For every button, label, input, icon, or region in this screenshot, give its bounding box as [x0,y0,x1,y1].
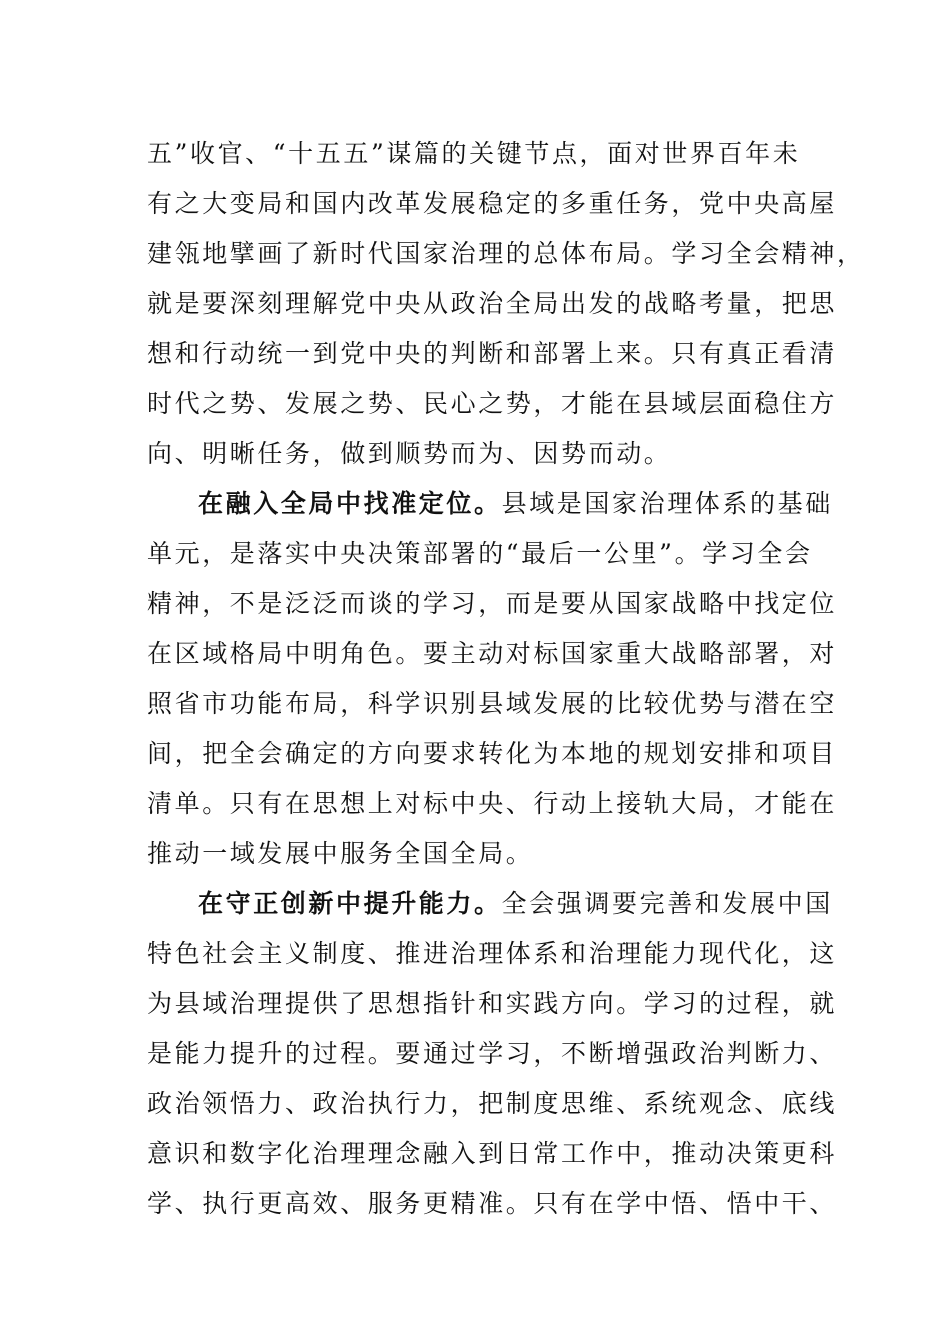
paragraph-2-line: 在区域格局中明角色。要主动对标国家重大战略部署，对 [147,639,838,668]
paragraph-3-line: 意识和数字化治理理念融入到日常工作中，推动决策更科 [147,1139,838,1168]
paragraph-3-line: 为县域治理提供了思想指针和实践方向。学习的过程，就 [147,989,838,1018]
document-body [147,129,865,1229]
paragraph-1-line: 向、明晰任务，做到顺势而为、因势而动。 [147,439,672,468]
paragraph-2-line: 推动一域发展中服务全国全局。 [147,839,534,868]
paragraph-3-line: 学、执行更高效、服务更精准。只有在学中悟、悟中干、 [147,1189,838,1218]
paragraph-3-line: 是能力提升的过程。要通过学习，不断增强政治判断力、 [147,1039,838,1068]
paragraph-2-first-line-text: 县域是国家治理体系的基础 [501,489,833,518]
paragraph-2-line: 精神，不是泛泛而谈的学习，而是要从国家战略中找定位 [147,589,838,618]
paragraph-1-line: 想和行动统一到党中央的判断和部署上来。只有真正看清 [147,339,838,368]
paragraph-3-first-line-text: 全会强调要完善和发展中国 [501,889,833,918]
paragraph-3-line: 特色社会主义制度、推进治理体系和治理能力现代化，这 [147,939,838,968]
paragraph-2-line: 照省市功能布局，科学识别县域发展的比较优势与潜在空 [147,689,838,718]
paragraph-3-line: 政治领悟力、政治执行力，把制度思维、系统观念、底线 [147,1089,838,1118]
paragraph-2-line: 间，把全会确定的方向要求转化为本地的规划安排和项目 [147,739,838,768]
paragraph-2-line: 单元，是落实中央决策部署的“最后一公里”。学习全会 [147,539,813,568]
paragraph-1-line: 有之大变局和国内改革发展稳定的多重任务，党中央高屋 [147,189,838,218]
paragraph-2-heading: 在融入全局中找准定位。 [198,489,502,518]
paragraph-1-line: 五”收官、“十五五”谋篇的关键节点，面对世界百年未 [147,139,801,168]
paragraph-1-line: 时代之势、发展之势、民心之势，才能在县域层面稳住方 [147,389,838,418]
paragraph-2-line: 清单。只有在思想上对标中央、行动上接轨大局，才能在 [147,789,838,818]
paragraph-1-line: 就是要深刻理解党中央从政治全局出发的战略考量，把思 [147,289,838,318]
paragraph-1-line: 建瓴地擘画了新时代国家治理的总体布局。学习全会精神， [147,239,865,268]
paragraph-3-first-line [147,879,833,929]
paragraph-2-first-line [147,479,833,529]
paragraph-3-heading: 在守正创新中提升能力。 [198,889,502,918]
